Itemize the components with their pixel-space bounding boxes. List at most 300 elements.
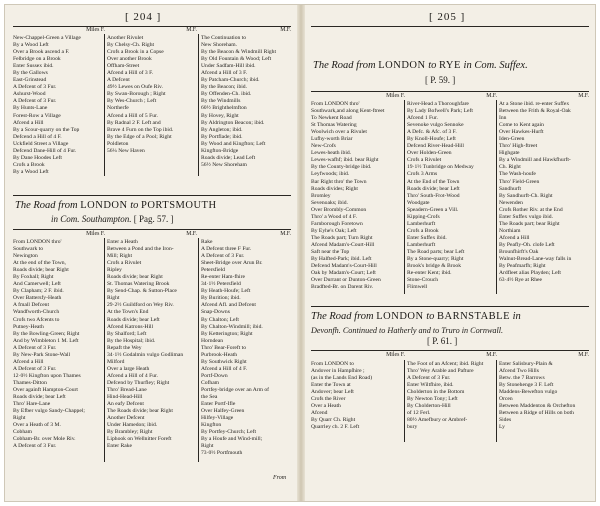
route-entry: At a Stone ibid. re-enter Suffex [499,101,570,107]
route-entry: A Defcent of 3 Fur. [201,253,245,260]
route-entry: By Radnal 2 F. Left and [107,119,161,126]
route-entry: Uckfield Street a Village [13,140,69,147]
column-header: M.F. [186,231,197,237]
route-entry: The Roads divide; bear Right [107,408,173,415]
route-entry: Afcend a Hill of 3 F. [201,70,248,77]
route-entry: Over againft Hampton-Court [13,386,78,393]
column-header: M.F. [486,352,497,358]
route-entry: A fmall Defcent [13,302,50,309]
route-entry: Re-enter Ham-fhire [201,274,245,281]
right-page [305,5,596,501]
route-entry: By Peafly-Oh. clofe Left [499,241,555,248]
column-header: M.F. [280,27,291,33]
route-entry: Crofs Rother Riv. at the End [499,206,563,213]
route-entry: Right [13,415,26,422]
road-subtitle: Devonfh. Continued to Hatherly and to Truro in Cornwall. [311,326,504,335]
route-entry: Portfey-bridge over an Arm of [201,386,270,393]
route-entry: Over another Brook [107,56,152,63]
route-entry: Quarrley ch. 2 F. Left [311,424,360,431]
route-entry: Hind-Head-Hill [107,394,143,401]
route-entry: Afcend a Hill of 5 Fur. [107,112,158,119]
route-entry: Thro' Hare-Lane [13,401,51,408]
route-entry: Repaft the Wey [107,344,142,351]
route-entry: The Wash-houfe [499,171,536,178]
route-entry: Afcend Madam's-Court-Hill [311,241,375,248]
route-entry: Thro' Field-Green [499,178,540,185]
route-entry: Crofs two Afcents to [13,316,60,323]
column-header: M.F. [280,231,291,237]
route-column [201,35,293,177]
route-entry: Afcend [311,410,328,417]
route-entry: Over a Heath of 3 M. [13,422,61,429]
route-entry: Farnborough Foretown [311,220,363,227]
route-entry: 34·1½ Petersfield [201,281,241,288]
route-entry: By Chalton; Left [201,316,239,323]
route-entry: Roads divide; Lead Left [201,154,256,161]
route-entry: Over a Brook ascend a F. [13,49,70,56]
route-entry: By Dane Hoodes Left [13,154,62,161]
route-entry: Iden-Green [499,136,525,143]
route-entry: Right [201,443,214,450]
route-entry: Between the Frith & Royal-Oak [499,108,571,115]
route-entry: By Foxhall; Right [13,274,54,281]
route-entry: A Defcent of 3 Fur. [13,443,57,450]
route-entry: At the End of the Town [407,178,460,185]
route-entry: The Road parts; bear Left [407,248,465,255]
route-entry: Crofs a Rivulet [107,260,142,267]
route-entry: Mill; Right [107,253,133,260]
route-entry: By New-Park Stone-Wall [13,351,71,358]
route-column [499,361,591,441]
route-entry: By the Edge of a Pool; Right [107,133,172,140]
road-subtitle [51,214,174,225]
column-header: Miles F. [386,93,405,99]
road-title-from: LONDON [378,60,426,71]
route-entry: Lewes-wafhf; ibid. bear Right [311,157,379,164]
route-entry: New-Crofs [311,143,336,150]
route-entry: Leyfwoods; ibid. [311,171,350,178]
route-entry: At the end of the Town, [13,260,66,267]
column-divider [496,360,497,442]
route-entry: Afcend a Hill of 4 Fur. [107,372,158,379]
route-entry: Crofs a Brook in a Copse [107,49,164,56]
route-entry: By Portfey-Church; Left [201,429,256,436]
route-entry: Another Rivulet [107,35,144,41]
route-entry: By a Windmill and Hawkfhurft- [499,157,571,164]
route-entry: Roads divide; bear Right [107,274,163,281]
route-entry: By Knoll-Houfe; Left [407,136,456,143]
route-entry: Enter Rake [107,443,133,450]
route-entry: By Angleton; ibid. [201,126,243,133]
route-entry: Thro' a Wood of 4 F. [311,213,357,220]
road-title-from: LONDON [80,200,128,211]
route-entry: By a Stone-quarry; Right [407,256,464,263]
route-entry: Thro' South-Frot-Wood [407,192,460,199]
route-entry: Afcend a Hill [13,358,44,365]
route-entry: Enter Salisbury-Plain & [499,361,553,367]
route-entry: Between a Pond and the Iron- [107,246,174,253]
route-entry: By the Gallows [13,70,48,77]
route-entry: By Newton Tony; Left [407,396,458,403]
route-entry: Inn [499,115,507,122]
route-entry: 60½ Brighthelmfton [201,105,247,112]
route-entry: Enter Sussex ibid. [13,63,54,70]
route-entry: Lewes-heath ibid. [311,150,352,157]
route-entry: Milford [107,358,125,365]
route-entry: By Cholderton-Hill [407,403,451,410]
book-spread [4,4,596,502]
road-title-to-word: to [428,60,437,71]
route-entry: Roads divide; bear Left [13,394,66,401]
route-entry: (as in the Lands End Road) [311,375,373,382]
column-divider [104,34,105,176]
route-entry: By the County-bridge ibid. [311,164,372,171]
road-title-destination: BARNSTABLE [437,311,510,322]
road-county: in Com. Southampton. [51,214,132,224]
route-entry: By Send-Chap. & Sutton-Place [107,288,177,295]
route-entry: Roads divide; bear Right [13,267,69,274]
route-entry: Sevenoaks; ibid. [311,199,348,206]
road-title-prefix: The Road from [313,60,376,71]
route-entry: Cobham-Br. over Mole Riv. [13,436,76,443]
column-header: M.F. [186,27,197,33]
route-entry: Thro' Bread-Lane [107,386,147,393]
route-entry: Stone-Crouch [407,277,439,284]
route-entry: Afcend Afl. and Defcent [201,302,256,309]
route-entry: of 12 Ferl. [407,410,431,417]
route-entry: Enter Suffex vulgo ibid. [499,213,553,220]
route-column [107,35,197,177]
header-rule [311,26,589,27]
column-header: Miles F. [386,352,405,358]
route-entry: River-Head a Thoroughfare [407,101,469,107]
route-entry: 80½ Amefbury or Ambref- [407,417,468,424]
road-title-from: LONDON [376,311,424,322]
route-entry: Cofham [201,379,220,386]
route-entry: A Defcent three F Fur. [201,246,252,253]
route-entry: The Roads part; Turn Right [311,234,373,241]
route-entry: Over Durrant or Dunton-Green [311,277,381,284]
route-entry: By Aldrington Beacon; ibid. [201,119,265,126]
column-divider [104,238,105,462]
route-entry: By the Bowling-Green; Right [13,330,80,337]
route-entry: Southwark to [13,246,43,253]
route-entry: Crofs a Brook [13,161,45,168]
route-entry: By a Wood Left [13,168,49,175]
left-page [5,5,297,501]
route-entry: Enter Suffex ibid. [407,234,447,241]
column-divider [496,100,497,294]
route-entry: By Quarr Ch. Right [311,417,356,424]
route-entry: Bradfted-Br. on Darent Riv. [311,284,374,291]
route-column [311,101,403,293]
route-entry: Andover in Hampſhire ; [311,368,365,375]
column-divider [404,100,405,294]
route-entry: By Peafmarfh; Right [499,263,546,270]
road-title-to-word: to [426,311,435,322]
route-entry: Speadern-Green a Vill. [407,206,459,213]
route-entry: Come to Kent again [499,122,544,129]
route-entry: By Eyhe's Oak; Left [311,227,357,234]
route-entry: By Efber vulgo Sandy-Chappel; [13,408,85,415]
column-header: Miles F. [86,231,105,237]
section-rule [311,91,589,92]
route-entry: Forest-Row a Village [13,112,61,119]
route-entry: The Foot of an Afcent; ibid. Right [407,361,484,367]
route-entry: An eafy Defcent [107,401,144,408]
route-entry: From LONDON thro' [13,239,62,245]
route-entry: Offham-Street [107,63,140,70]
road-title-prefix: The Road from [311,311,374,322]
route-entry: Poldleton [107,140,129,147]
route-entry: Hilfey-Village [201,415,234,422]
route-column [13,35,103,177]
route-entry: By the Hospital; ibid. [107,337,156,344]
route-entry: And Camerwell; Left [13,281,61,288]
route-entry: Northerfe [107,105,129,112]
route-entry: 34·1½ Godalmin vulgo Godliman [107,351,184,358]
route-entry: Newington [13,253,38,260]
catchword: From [273,475,287,481]
route-entry: By Hovey, Right [201,112,239,119]
route-entry: Brave 4 Furn on the Top ibid. [107,126,174,133]
route-entry: 63·4½ Rye at Rhee [499,277,542,284]
route-entry: By the Windmills [201,98,241,105]
route-entry: By Hunts-Lane [13,105,48,112]
route-entry: Brook's bridge & Brook [407,263,461,270]
route-entry: Afcend 1 Fur. [407,115,438,122]
route-entry: Under Sadfam-Hill ibid. [201,63,256,70]
column-header: M.F. [578,352,589,358]
route-entry: Afcend a Hill of 3 F. [107,70,154,77]
road-title-destination: PORTSMOUTH [141,200,217,211]
route-entry: Over Halfey-Green [201,408,245,415]
route-entry: Defcend by Thurfley; Right [107,379,170,386]
route-entry: Betw. the 7 Barrows [499,375,545,382]
route-entry: Ripley [107,267,122,274]
route-entry: Orcen [499,396,513,403]
route-entry: Purbrook-Heath [201,351,238,358]
route-entry: The Roads part; bear Right [499,220,560,227]
route-entry: By Clapham; 2 F. ibid. [13,288,64,295]
route-column [407,101,495,293]
route-entry: By a Houfe and Wind-mill; [201,436,263,443]
route-entry: Afcend a Hill [499,234,530,241]
route-entry: Cobham [13,429,32,436]
route-entry: Thro' Wey Arable and Pafture [407,368,474,375]
route-entry: Defcend River-Head-Hill [407,143,464,150]
route-entry: By Southwick Right [201,358,247,365]
route-entry: Thames-Ditton [13,379,47,386]
route-entry: By Halfted-Park; ibid. Left [311,256,372,263]
route-entry: Thro' High-ftreet [499,143,538,150]
page-reference: [ Pag. 57. ] [133,214,174,224]
route-column [13,239,103,461]
route-entry: 56½ New Shoreham [201,161,247,168]
road-title [15,200,217,212]
route-column [407,361,495,441]
route-entry: Crofs a Rivulet [407,157,442,164]
route-entry: Ch. Right [499,164,521,171]
route-entry: Liphook on Wellnitter Foreft [107,436,172,443]
route-entry: East-Grinstead [13,77,47,84]
route-entry: Oak by Madam's-Court; Left [311,270,376,277]
route-column [499,101,591,293]
column-divider [198,34,199,176]
route-entry: 12·0½ Kingfton upon Thames [13,372,81,379]
route-entry: A Defcent of 3 Fur. [13,344,57,351]
route-entry: the Sea [201,394,218,401]
route-entry: Over Brombly-Common [311,206,367,213]
route-entry: Thro' Bear-Foreft to [201,344,247,351]
route-entry: Over Holden-Green [407,150,452,157]
route-entry: Defcend Madam's-Court-Hill [311,263,377,270]
section-rule [13,195,291,196]
route-entry: Highgate [499,150,520,157]
route-entry: Afcend a Hill [13,119,44,126]
route-entry: By Patcham-Church; ibid. [201,77,260,84]
route-entry: The Continuation to [201,35,247,41]
route-entry: Newenden [499,199,523,206]
route-entry: By Heath-Houfe; Left [201,288,251,295]
route-entry: Lamberhurft [407,241,436,248]
route-entry: Southwark,and along Kent-ftreet [311,108,385,115]
route-entry: A Defcent of 3 Fur. [13,98,57,105]
page-number: [ 204 ] [125,11,162,23]
route-entry: Sheet-Bridge over Arun Br. [201,260,263,267]
route-entry: By Burition; ibid. [201,295,241,302]
route-entry: Enter a Heath [107,239,138,245]
route-entry: bury [407,424,418,431]
route-entry: At the Town's End [107,309,149,316]
route-entry: Snap-Downs [201,309,230,316]
column-divider [198,238,199,462]
section-rule [311,306,589,307]
route-entry: By Sandhurft-Ch. Right [499,192,553,199]
route-entry: 19·1½ Tunbridge on Medway [407,164,474,171]
route-entry: 73·0½ Portfmouth [201,450,243,457]
route-entry: Roads divide; bear Left [107,316,160,323]
route-entry: By Lady Bofwell's Park; Left [407,108,473,115]
column-divider [404,360,405,442]
route-entry: By Wes-Church ; Left [107,98,157,105]
route-entry: St Thomas Watering [311,122,357,129]
route-entry: Maddens-Bewefton vulgo [499,389,558,396]
page-reference: [ P. 61. ] [427,336,458,346]
route-entry: Andover; bear Left [311,389,354,396]
route-entry: Woodgate [407,199,430,206]
route-entry: Under Hamedon; ibid. [107,422,158,429]
route-entry: Flimwell [407,284,428,291]
route-entry: New Shoreham. [201,42,238,49]
route-entry: Northiam [499,227,521,234]
route-entry: 56¼ New Haven [107,147,145,154]
route-entry: By Stonehenge 3 F. Left [499,382,554,389]
route-entry: 49½ Lewes on Oufe Riv. [107,84,163,91]
route-entry: Bar Right thro' the Town [311,178,367,185]
route-entry: Another Defcent [107,415,145,422]
route-entry: Lamberhurft [407,220,436,227]
route-entry: Kipping-Crofs [407,213,440,220]
route-entry: Sevenoke vulgo Sennoke [407,122,464,129]
column-header: Miles F. [86,27,105,33]
route-entry: Wandfworth-Church [13,309,60,316]
route-entry: To Newkent Road [311,115,352,122]
route-entry: Kingfton [201,422,222,429]
route-entry: A Defcent of 3 Fur. [407,375,451,382]
section-rule [311,350,589,351]
route-entry: New-Chappel-Green a Village [13,35,81,41]
route-entry: Crofs 3 Arms [407,171,438,178]
route-entry: Ly [499,424,505,431]
route-entry: Over Battersfy-Heath [13,295,62,302]
route-entry: Enter Wiltfhire, ibid. [407,382,454,389]
book-gutter [297,5,305,501]
route-entry: By Chelsy-Ch. Right [107,42,155,49]
route-column [201,239,293,461]
road-title-to-word: to [130,200,139,211]
route-entry: Over a Heath [311,403,341,410]
column-header: M.F. [486,93,497,99]
route-entry: By Brambley; Right [107,429,153,436]
route-entry: By the Beacon & Windmill Right [201,49,277,56]
route-entry: A Defc. & Afc. of 3 F. [407,129,457,136]
route-entry: By Offenden-Ch. ibid. [201,91,252,98]
route-entry: Afcend Katrons-Hill [107,323,154,330]
route-entry: 29·2½ Guildford on Wey Riv. [107,302,174,309]
route-entry: Afcend a Hill of 4 F. [201,365,248,372]
route-column [311,361,403,441]
route-entry: A Defcent [107,77,130,84]
road-title-prefix: The Road from [15,200,78,211]
route-entry: Between a Ridge of Hills on both [499,410,574,417]
route-entry: Woolwich over a Rivulet [311,129,367,136]
route-entry: Cholderton in the Bottom [407,389,465,396]
route-entry: Portf-Down [201,372,228,379]
route-entry: Sandhurft [499,185,522,192]
route-entry: From LONDON thro' [311,101,360,107]
route-entry: Re-enter Kent; ibid. [407,270,452,277]
route-entry: Felbridge on a Brook [13,56,61,63]
route-entry: By Shalford; Left [107,330,147,337]
route-entry: Enter Portf-Ifle [201,401,236,408]
route-entry: Brounfhirft's Oak [499,248,539,255]
route-entry: Afcend Two Hills [499,368,539,375]
route-entry: Ashurst-Wood [13,91,46,98]
road-title-suffix: in [512,311,521,322]
route-entry: By the Beacon; ibid. [201,84,247,91]
road-title [311,311,521,323]
route-entry: Crofs a Brook [407,227,439,234]
route-entry: Defcend a Hill of 4 F. [13,133,62,140]
route-entry: Horndean [201,337,224,344]
road-county: in Com. Suffex. [463,60,528,71]
route-entry: Right [107,295,120,302]
route-entry: Over Hawkes-Hurft [499,129,544,136]
route-entry: Enter the Town at [311,382,351,389]
route-entry: By Chalton-Windmill; ibid. [201,323,263,330]
route-entry: Walnut-Bread-Lane-way falls in [499,256,572,263]
route-entry: Lufhy-worth Briar [311,136,353,143]
route-entry: Defcend Dane-Hill of 4 Fur. [13,147,77,154]
road-title-destination: RYE [439,60,461,71]
route-entry: By Wood and Kingfton; Left [201,140,266,147]
route-entry: Rake [201,239,213,245]
page-number: [ 205 ] [429,11,466,23]
route-entry: Kingfton-Bridge [201,147,239,154]
route-entry: From LONDON to [311,361,354,367]
route-entry: Over a large Heath [107,365,150,372]
